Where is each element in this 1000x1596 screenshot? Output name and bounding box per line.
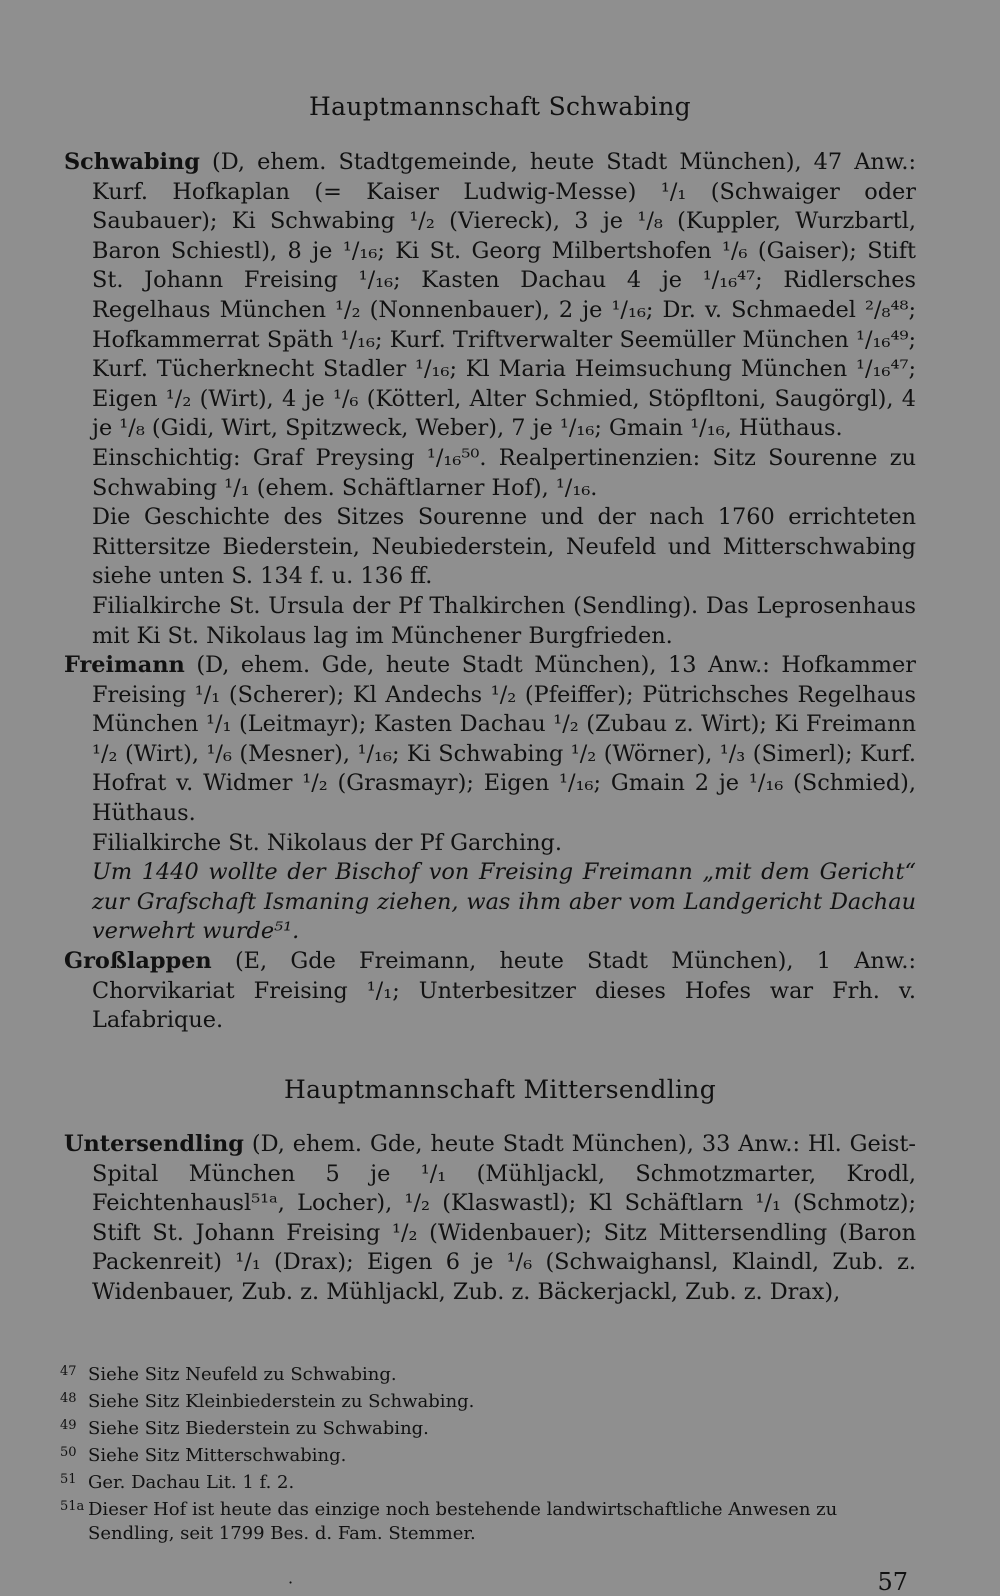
footnote bbox=[60, 1414, 910, 1441]
entry-paragraph: Die Geschichte des Sitzes Sourenne und der nach 1760 errichteten Rittersitze Biederstein, Neubiederstein, Neufeld und Mitterschwabing siehe unten S. 134 f. u. 136 ff. bbox=[92, 504, 916, 590]
footnote-number: 51a bbox=[60, 1499, 85, 1514]
footnote bbox=[60, 1360, 910, 1387]
entry-grosslappen bbox=[64, 947, 916, 1036]
entry-freimann bbox=[64, 651, 916, 829]
entry-paragraph: Filialkirche St. Nikolaus der Pf Garching. bbox=[92, 829, 563, 856]
entry-italic-note: Um 1440 wollte der Bischof von Freising Freimann „mit dem Gericht“ zur Grafschaft Ismaning ziehen, was ihm aber vom Landgericht Dachau verwehrt wurde⁵¹. bbox=[92, 859, 916, 945]
footnote-text: Siehe Sitz Neufeld zu Schwabing. bbox=[88, 1364, 397, 1385]
footnote bbox=[60, 1387, 910, 1414]
footnote bbox=[60, 1495, 910, 1546]
footnote-text: Siehe Sitz Mitterschwabing. bbox=[88, 1445, 347, 1466]
section-schwabing bbox=[64, 148, 916, 1036]
footnote-number: 47 bbox=[60, 1364, 77, 1379]
section-mittersendling bbox=[64, 1130, 916, 1308]
entry-schwabing-main bbox=[64, 148, 916, 444]
entry-schwabing bbox=[64, 148, 916, 444]
entry-headword: Schwabing bbox=[64, 149, 200, 175]
footnote-text: Siehe Sitz Biederstein zu Schwabing. bbox=[88, 1418, 429, 1439]
footnote-text: Ger. Dachau Lit. 1 f. 2. bbox=[88, 1472, 295, 1493]
entry-headword: Freimann bbox=[64, 652, 185, 679]
section-heading-schwabing: Hauptmannschaft Schwabing bbox=[309, 92, 691, 121]
footnote bbox=[60, 1468, 910, 1495]
footnote bbox=[60, 1441, 910, 1468]
footnote-number: 48 bbox=[60, 1391, 77, 1406]
entry-schwabing-notes bbox=[64, 444, 916, 651]
entry-untersendling bbox=[64, 1130, 916, 1308]
entry-freimann-main bbox=[64, 651, 916, 829]
entry-paragraph: Filialkirche St. Ursula der Pf Thalkirchen (Sendling). Das Leprosenhaus mit Ki St. Nikolaus lag im Münchener Burgfrieden. bbox=[92, 592, 916, 649]
footnote-number: 51 bbox=[60, 1472, 77, 1487]
entry-text: (D, ehem. Gde, heute Stadt München), 33 Anw.: Hl. Geist-Spital München 5 je ¹/₁ (Mühljackl, Schmotzmarter, Krodl, Feichtenhausl⁵¹ᵃ, Locher), ¹/₂ (Klaswastl); Kl Schäftlarn ¹/₁ (Schmotz); Stift St. Johann Freising ¹/₂ (Widenbauer); Sitz Mittersendling (Baron Packenreit) ¹/₁ (Drax); Eigen 6 je ¹/₆ (Schwaighansl, Klaindl, Zub. z. Widenbauer, Zub. z. Mühljackl, Zub. z. Bäckerjackl, Zub. z. Drax), bbox=[92, 1131, 916, 1305]
entry-paragraph: Einschichtig: Graf Preysing ¹/₁₆⁵⁰. Realpertinenzien: Sitz Sourenne zu Schwabing ¹/₁ (ehem. Schäftlarner Hof), ¹/₁₆. bbox=[92, 444, 916, 501]
footnote-number: 50 bbox=[60, 1445, 77, 1460]
entry-freimann-notes bbox=[64, 829, 916, 947]
entry-text: (D, ehem. Gde, heute Stadt München), 13 Anw.: Hofkammer Freising ¹/₁ (Scherer); Kl Andechs ¹/₂ (Pfeiffer); Pütrichsches Regelhaus München ¹/₁ (Leitmayr); Kasten Dachau ¹/₂ (Zubau z. Wirt); Ki Freimann ¹/₂ (Wirt), ¹/₆ (Mesner), ¹/₁₆; Ki Schwabing ¹/₂ (Wörner), ¹/₃ (Simerl); Kurf. Hofrat v. Widmer ¹/₂ (Grasmayr); Eigen ¹/₁₆; Gmain 2 je ¹/₁₆ (Schmied), Hüthaus. bbox=[92, 652, 916, 827]
entry-headword: Großlappen bbox=[64, 948, 212, 975]
stray-mark: · bbox=[288, 1573, 294, 1592]
entry-text: (E, Gde Freimann, heute Stadt München), 1 Anw.: Chorvikariat Freising ¹/₁; Unterbesitzer dieses Hofes war Frh. v. Lafabrique. bbox=[92, 948, 916, 1034]
entry-text: (D, ehem. Stadtgemeinde, heute Stadt München), 47 Anw.: Kurf. Hofkaplan (= Kaiser Ludwig-Messe) ¹/₁ (Schwaiger oder Saubauer); Ki Schwabing ¹/₂ (Viereck), 3 je ¹/₈ (Kuppler, Wurzbartl, Baron Schiestl), 8 je ¹/₁₆; Ki St. Georg Milbertshofen ¹/₆ (Gaiser); Stift St. Johann Freising ¹/₁₆; Kasten Dachau 4 je ¹/₁₆⁴⁷; Ridlersches Regelhaus München ¹/₂ (Nonnenbauer), 2 je ¹/₁₆; Dr. v. Schmaedel ²/₈⁴⁸; Hofkammerrat Späth ¹/₁₆; Kurf. Triftverwalter Seemüller München ¹/₁₆⁴⁹; Kurf. Tücherknecht Stadler ¹/₁₆; Kl Maria Heimsuchung München ¹/₁₆⁴⁷; Eigen ¹/₂ (Wirt), 4 je ¹/₆ (Kötterl, Alter Schmied, Stöpfltoni, Saugörgl), 4 je ¹/₈ (Gidi, Wirt, Spitzweck, Weber), 7 je ¹/₁₆; Gmain ¹/₁₆, Hüthaus. bbox=[92, 149, 916, 442]
footnote-text: Dieser Hof ist heute das einzige noch bestehende landwirtschaftliche Anwesen zu Sendling, seit 1799 Bes. d. Fam. Stemmer. bbox=[88, 1499, 838, 1544]
footnotes bbox=[60, 1360, 910, 1546]
entry-untersendling-main bbox=[64, 1130, 916, 1308]
entry-headword: Untersendling bbox=[64, 1131, 244, 1157]
footnote-text: Siehe Sitz Kleinbiederstein zu Schwabing. bbox=[88, 1391, 475, 1412]
entry-grosslappen-main bbox=[64, 947, 916, 1036]
section-heading-mittersendling: Hauptmannschaft Mittersendling bbox=[283, 1075, 716, 1104]
footnote-number: 49 bbox=[60, 1418, 77, 1433]
page-number: 57 bbox=[877, 1568, 908, 1596]
